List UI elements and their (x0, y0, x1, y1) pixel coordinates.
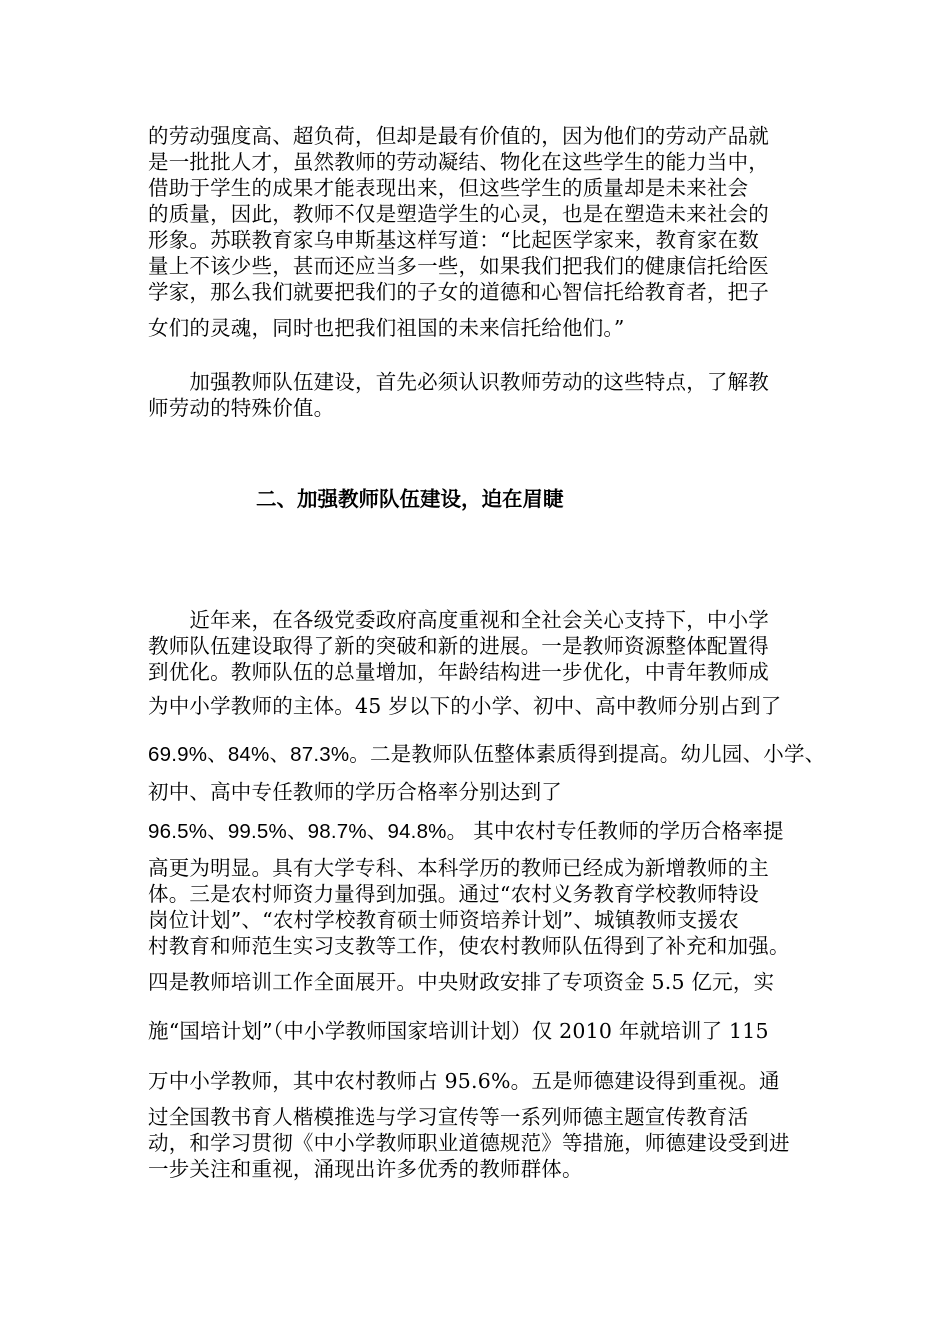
text-line: 教师队伍建设取得了新的突破和新的进展。一是教师资源整体配置得 (148, 634, 769, 658)
text-line: 的质量，因此，教师不仅是塑造学生的心灵，也是在塑造未来社会的 (148, 202, 769, 226)
text-line: 女们的灵魂，同时也把我们祖国的未来信托给他们。” (148, 316, 625, 340)
text-line: 到优化。教师队伍的总量增加，年龄结构进一步优化，中青年教师成 (148, 660, 769, 684)
text-line: 形象。苏联教育家乌申斯基这样写道：“比起医学家来，教育家在数 (148, 228, 759, 252)
text-line: 岗位计划”、“农村学校教育硕士师资培养计划”、城镇教师支援农 (148, 908, 739, 932)
text-line: 一步关注和重视，涌现出许多优秀的教师群体。 (148, 1157, 583, 1181)
text-line: 体。三是农村师资力量得到加强。通过“农村义务教育学校教师特设 (148, 882, 759, 906)
text-line: 加强教师队伍建设，首先必须认识教师劳动的这些特点，了解教 (148, 370, 769, 394)
text-line: 为中小学教师的主体。45 岁以下的小学、初中、高中教师分别占到了 (148, 694, 782, 718)
text-line: 过全国教书育人楷模推选与学习宣传等一系列师德主题宣传教育活 (148, 1105, 749, 1129)
text-line: 的劳动强度高、超负荷，但却是最有价值的，因为他们的劳动产品就 (148, 124, 769, 148)
text-line: 动，和学习贯彻《中小学教师职业道德规范》等措施，师德建设受到进 (148, 1131, 790, 1155)
text-line: 四是教师培训工作全面展开。中央财政安排了专项资金 5.5 亿元，实 (148, 970, 775, 994)
text-line: 师劳动的特殊价值。 (148, 396, 335, 420)
text-line: 量上不该少些，甚而还应当多一些，如果我们把我们的健康信托给医 (148, 254, 769, 278)
text-line: 高更为明显。具有大学专科、本科学历的教师已经成为新增教师的主 (148, 856, 769, 880)
text-line: 69.9%、84%、87.3%。二是教师队伍整体素质得到提高。幼儿园、小学、 (148, 743, 826, 766)
text-line: 借助于学生的成果才能表现出来，但这些学生的质量却是未来社会 (148, 176, 749, 200)
text-line: 是一批批人才，虽然教师的劳动凝结、物化在这些学生的能力当中， (148, 150, 769, 174)
section-heading: 二、加强教师队伍建设，迫在眉睫 (256, 487, 564, 511)
text-line: 村教育和师范生实习支教等工作，使农村教师队伍得到了补充和加强。 (148, 934, 790, 958)
text-line: 学家，那么我们就要把我们的子女的道德和心智信托给教育者，把子 (148, 280, 769, 304)
text-line: 施“国培计划”（中小学教师国家培训计划）仅 2010 年就培训了 115 (148, 1019, 769, 1043)
text-line: 万中小学教师，其中农村教师占 95.6%。五是师德建设得到重视。通 (148, 1069, 780, 1093)
text-line: 近年来，在各级党委政府高度重视和全社会关心支持下，中小学 (148, 608, 769, 632)
text-line: 初中、高中专任教师的学历合格率分别达到了 (148, 780, 562, 804)
text-line: 96.5%、99.5%、98.7%、94.8%。 其中农村专任教师的学历合格率提 (148, 820, 784, 843)
